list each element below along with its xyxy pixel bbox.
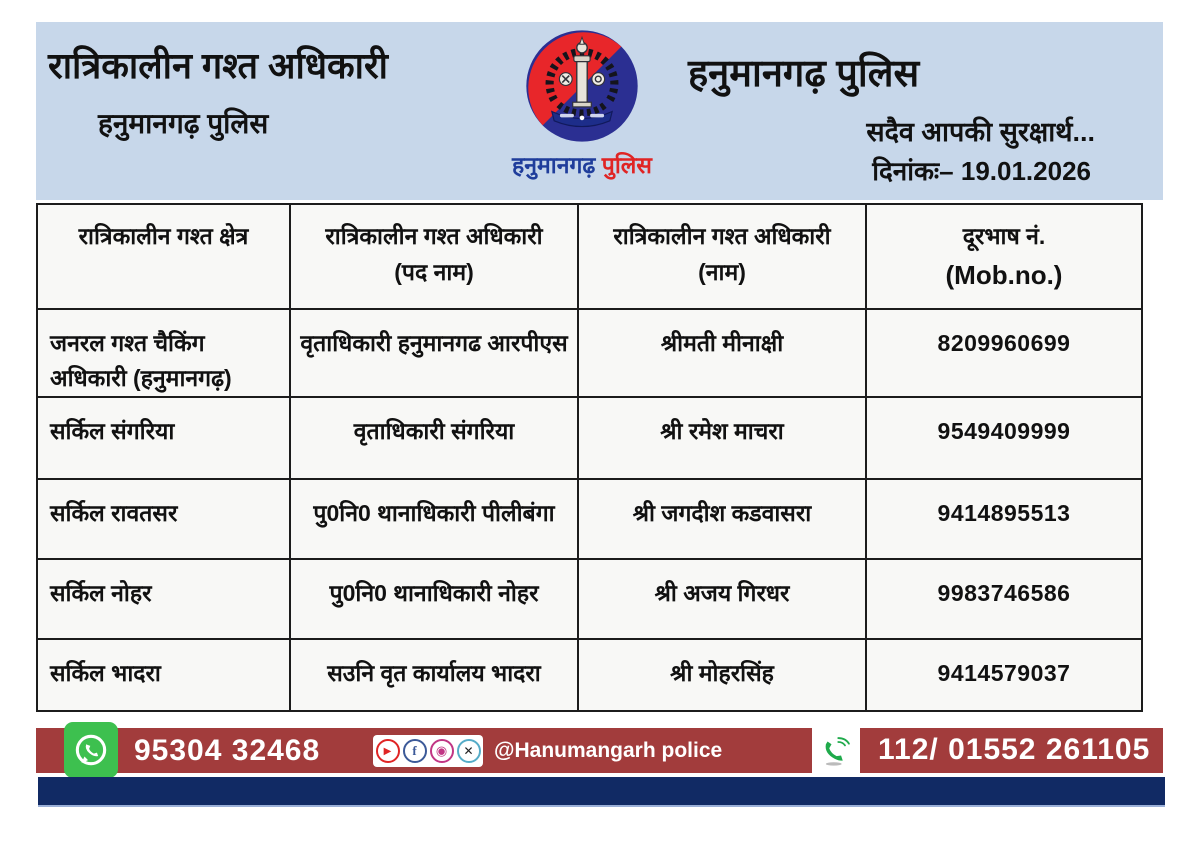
x-icon: ✕	[457, 739, 481, 763]
col-header-area: रात्रिकालीन गश्त क्षेत्र	[37, 204, 290, 309]
cell-mobile: 9983746586	[866, 559, 1142, 639]
table-row	[37, 309, 1142, 397]
col-header-name: रात्रिकालीन गश्त अधिकारी (नाम)	[578, 204, 866, 309]
cell-name: श्री अजय गिरधर	[578, 559, 866, 639]
whatsapp-number: 95304 32468	[134, 734, 321, 767]
cell-area: सर्किल भादरा	[37, 639, 290, 711]
cell-name: श्री जगदीश कडवासरा	[578, 479, 866, 559]
cell-area: जनरल गश्त चैकिंग अधिकारी (हनुमानगढ़)	[37, 309, 290, 397]
date-value: 19.01.2026	[960, 156, 1091, 186]
cell-designation: सउनि वृत कार्यालय भादरा	[290, 639, 578, 711]
cell-mobile: 9414579037	[866, 639, 1142, 711]
cell-name: श्री मोहरसिंह	[578, 639, 866, 711]
cell-name: श्री रमेश माचरा	[578, 397, 866, 479]
date-line	[872, 152, 1091, 188]
date-label: दिनांकः–	[872, 156, 954, 186]
emergency-number: 112/ 01552 261105	[878, 733, 1151, 766]
col-header-mobile: दूरभाष नं. (Mob.no.)	[866, 204, 1142, 309]
col-header-designation: रात्रिकालीन गश्त अधिकारी (पद नाम)	[290, 204, 578, 309]
cell-designation: पु0नि0 थानाधिकारी पीलीबंगा	[290, 479, 578, 559]
cell-designation: वृताधिकारी संगरिया	[290, 397, 578, 479]
cell-mobile: 9549409999	[866, 397, 1142, 479]
org-tagline: सदैव आपकी सुरक्षार्थ...	[866, 117, 1095, 147]
table-row	[37, 479, 1142, 559]
social-handle: @Hanumangarh police	[494, 739, 723, 762]
page-title: रात्रिकालीन गश्त अधिकारी	[48, 45, 389, 86]
cell-area: सर्किल नोहर	[37, 559, 290, 639]
cell-designation: वृताधिकारी हनुमानगढ आरपीएस	[290, 309, 578, 397]
social-icons-group	[373, 735, 483, 767]
footer-contact-bar	[36, 728, 1163, 773]
logo-caption-part2: पुलिस	[601, 152, 652, 178]
cell-area: सर्किल संगरिया	[37, 397, 290, 479]
instagram-icon: ◉	[430, 739, 454, 763]
facebook-icon: f	[403, 739, 427, 763]
whatsapp-icon	[64, 722, 118, 778]
table-row	[37, 639, 1142, 711]
patrol-officers-table	[36, 203, 1143, 712]
cell-area: सर्किल रावतसर	[37, 479, 290, 559]
cell-mobile: 8209960699	[866, 309, 1142, 397]
logo-caption-part1: हनुमानगढ़	[512, 152, 596, 178]
cell-name: श्रीमती मीनाक्षी	[578, 309, 866, 397]
header-banner	[36, 22, 1163, 200]
table-row	[37, 559, 1142, 639]
phone-icon	[812, 723, 860, 778]
police-logo-icon	[524, 28, 640, 144]
logo-caption	[464, 148, 700, 180]
cell-mobile: 9414895513	[866, 479, 1142, 559]
table-row	[37, 397, 1142, 479]
org-title: हनुमानगढ़ पुलिस	[688, 53, 920, 95]
cell-designation: पु0नि0 थानाधिकारी नोहर	[290, 559, 578, 639]
table-header-row	[37, 204, 1142, 309]
footer-navy-bar	[38, 777, 1165, 807]
youtube-icon: ▶	[376, 739, 400, 763]
page-subtitle: हनुमानगढ़ पुलिस	[98, 108, 269, 139]
